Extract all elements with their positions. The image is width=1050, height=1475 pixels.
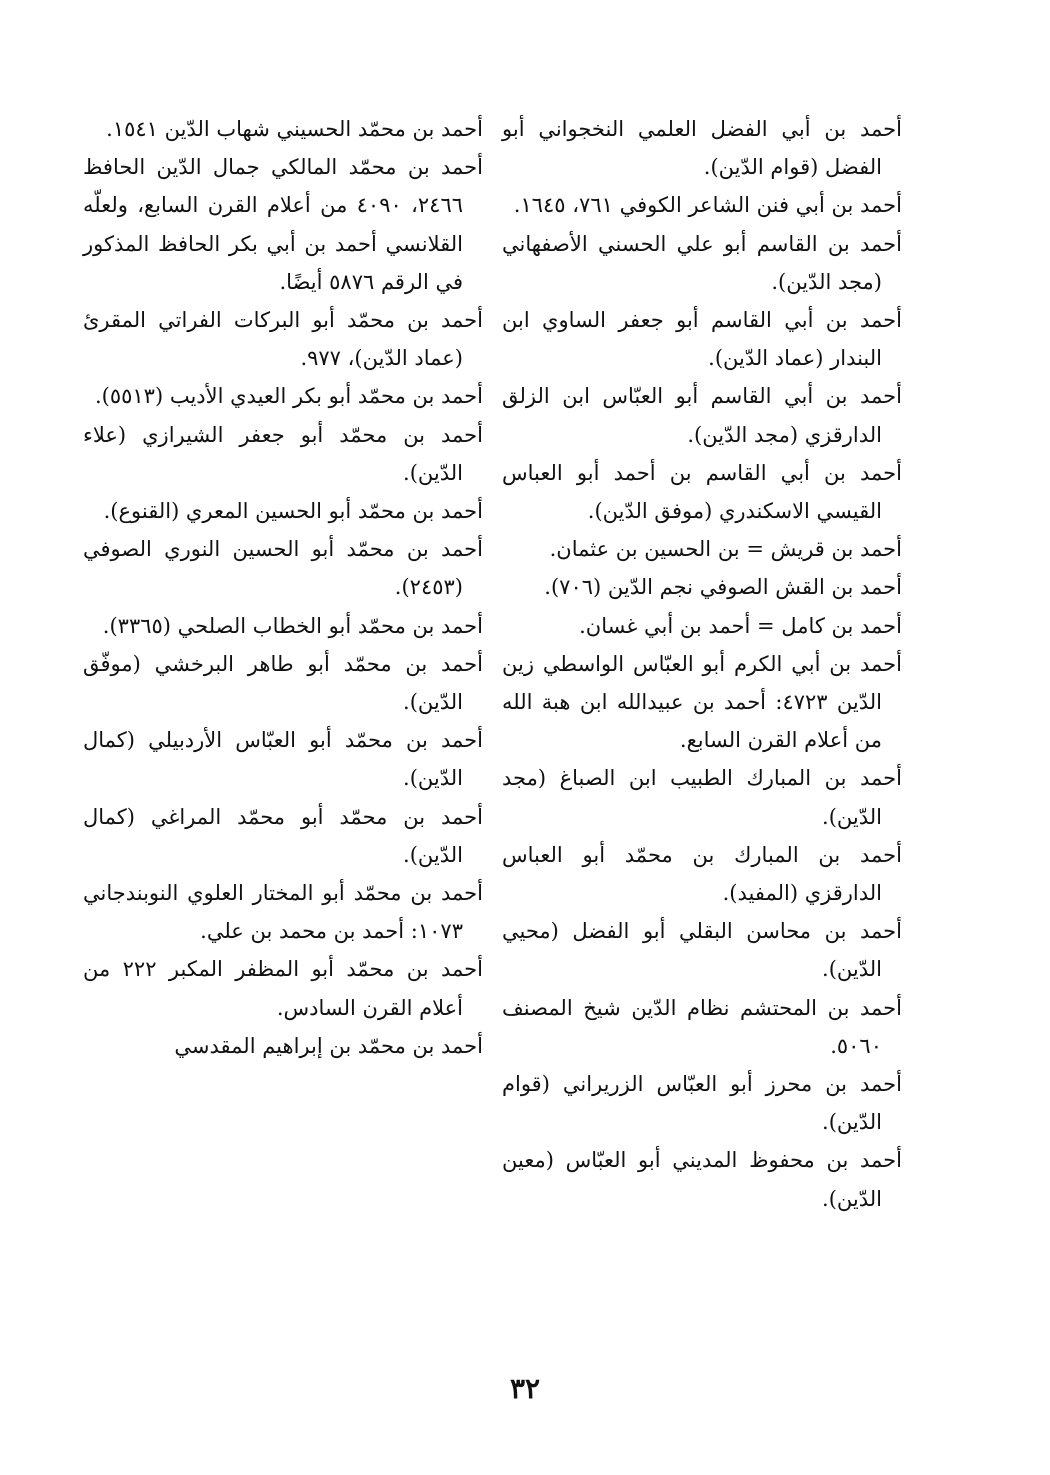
index-entry: أحمد بن أبي القاسم أبو جعفر الساوي ابن البندار (عماد الدّين). <box>502 308 902 371</box>
index-entry: أحمد بن محمّد بن إبراهيم المقدسي <box>174 1033 483 1058</box>
index-entry: أحمد بن المبارك بن محمّد أبو العباس الدارقزي (المفيد). <box>502 842 902 906</box>
index-entry: أحمد بن المبارك الطبيب ابن الصباغ (مجد الدّين). <box>502 766 902 829</box>
index-entry: أحمد بن القش الصوفي نجم الدّين (٧٠٦). <box>544 575 902 600</box>
index-entry: أحمد بن كامل = أحمد بن أبي غسان. <box>579 613 902 638</box>
index-entry: أحمد بن أبي القاسم أبو العبّاس ابن الزلق الدارقزي (مجد الدّين). <box>502 384 902 447</box>
index-entry: أحمد بن محفوظ المديني أبو العبّاس (معين الدّين). <box>502 1148 902 1211</box>
index-entry: أحمد بن محمّد المالكي جمال الدّين الحافظ ٢٤٦٦، ٤٠٩٠ من أعلام القرن السابع، ولعلّه القلانسي أحمد بن أبي بكر الحافظ المذكور في الرقم ٥٨٧٦ أيضًا. <box>83 155 483 294</box>
index-entry: أحمد بن أبي الفضل العلمي النخجواني أبو الفضل (قوام الدّين). <box>502 117 902 180</box>
index-entry: أحمد بن قريش = بن الحسين بن عثمان. <box>549 537 902 562</box>
index-entry: أحمد بن محرز أبو العبّاس الزريراني (قوام الدّين). <box>502 1072 902 1135</box>
index-entry: أحمد بن محمّد أبو المظفر المكبر ٢٢٢ من أعلام القرن السادس. <box>83 957 483 1020</box>
index-entry: أحمد بن محمّد أبو المختار العلوي النوبندجاني ١٠٧٣: أحمد بن محمد بن علي. <box>83 881 483 944</box>
index-entry: أحمد بن محمّد أبو الحسين النوري الصوفي (٢٤٥٣). <box>83 537 483 600</box>
page-number: ٣٢ <box>509 1372 541 1405</box>
index-entry: أحمد بن المحتشم نظام الدّين شيخ المصنف ٥٠٦٠. <box>502 995 902 1058</box>
index-entry: أحمد بن محمّد أبو الحسين المعري (القنوع). <box>103 499 483 524</box>
index-entry: أحمد بن أبي فنن الشاعر الكوفي ٧٦١، ١٦٤٥. <box>513 193 902 218</box>
index-column-right <box>502 110 902 1218</box>
index-column-left <box>83 110 483 1065</box>
index-entry: أحمد بن محمّد أبو جعفر الشيرازي (علاء الدّين). <box>83 422 483 485</box>
index-entry: أحمد بن أبي القاسم بن أحمد أبو العباس القيسي الاسكندري (موفق الدّين). <box>502 460 902 524</box>
index-entry: أحمد بن محمّد أبو الخطاب الصلحي (٣٣٦٥). <box>102 613 483 638</box>
index-entry: أحمد بن محمّد الحسيني شهاب الدّين ١٥٤١. <box>106 117 483 141</box>
index-entry: أحمد بن محمّد أبو محمّد المراغي (كمال الدّين). <box>83 804 483 867</box>
index-entry: أحمد بن محمّد أبو البركات الفراتي المقرئ (عماد الدّين)، ٩٧٧. <box>83 308 483 371</box>
index-entry: أحمد بن محمّد أبو العبّاس الأردبيلي (كمال الدّين). <box>83 728 483 791</box>
index-entry: أحمد بن محمّد أبو بكر العيدي الأديب (٥٥١٣). <box>94 384 483 409</box>
index-entry: أحمد بن القاسم أبو علي الحسني الأصفهاني (مجد الدّين). <box>502 231 902 294</box>
index-entry: أحمد بن محاسن البقلي أبو الفضل (محيي الدّين). <box>502 919 902 982</box>
index-entry: أحمد بن محمّد أبو طاهر البرخشي (موفّق الدّين). <box>83 651 483 715</box>
index-entry: أحمد بن أبي الكرم أبو العبّاس الواسطي زين الدّين ٤٧٢٣: أحمد بن عبيدالله ابن هبة الله من أعلام القرن السابع. <box>502 651 902 753</box>
